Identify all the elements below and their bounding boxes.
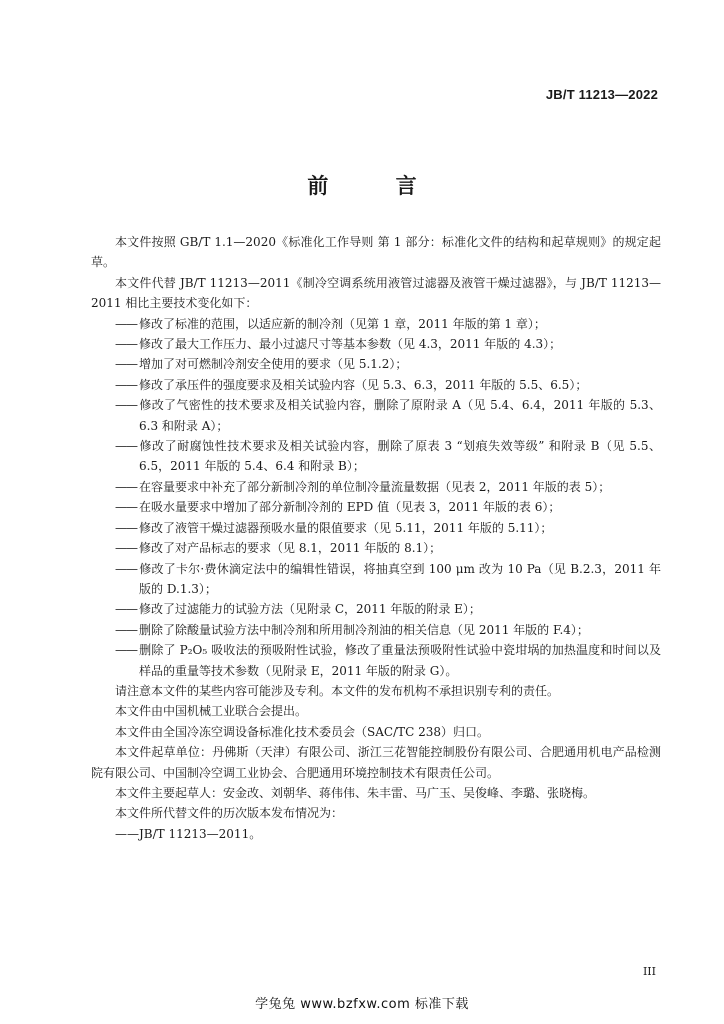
dash-marker: —— xyxy=(115,643,137,658)
change-item xyxy=(91,314,661,334)
change-item-text: 删除了 P₂O₅ 吸收法的预吸附性试验，修改了重量法预吸附性试验中瓷坩埚的加热温度和时间以及样品的重量等技术参数（见附录 E，2011 年版的附录 G）。 xyxy=(139,643,661,678)
watermark-footer: 学兔兔 www.bzfxw.com 标准下载 xyxy=(255,997,469,1012)
paragraph-patent-notice: 请注意本文件的某些内容可能涉及专利。本文件的发布机构不承担识别专利的责任。 xyxy=(115,683,560,698)
change-item xyxy=(91,620,661,640)
dash-marker: —— xyxy=(115,561,137,576)
change-item xyxy=(91,477,661,497)
page-number: III xyxy=(642,965,656,978)
change-item xyxy=(91,375,661,395)
change-item-text: 在容量要求中补充了部分新制冷剂的单位制冷量流量数据（见表 2，2011 年版的表 5）； xyxy=(139,479,611,494)
document-number-header: JB/T 11213—2022 xyxy=(545,87,658,102)
change-item xyxy=(91,559,661,600)
change-item xyxy=(91,497,661,517)
paragraph-replacement-statement: 本文件代替 JB/T 11213—2011《制冷空调系统用液管过滤器及液管干燥过滤器》，与 JB/T 11213—2011 相比主要技术变化如下： xyxy=(91,275,661,311)
change-item xyxy=(91,334,661,354)
dash-marker: —— xyxy=(115,622,137,637)
change-item xyxy=(91,436,661,477)
change-item-text: 修改了最大工作压力、最小过滤尺寸等基本参数（见 4.3，2011 年版的 4.3）； xyxy=(139,337,562,352)
change-item-text: 删除了除酸量试验方法中制冷剂和所用制冷剂油的相关信息（见 2011 年版的 F.4）； xyxy=(139,622,589,637)
change-item xyxy=(91,640,661,681)
changes-list xyxy=(91,314,661,681)
foreword-body xyxy=(91,232,661,844)
change-item-text: 修改了承压件的强度要求及相关试验内容（见 5.3、6.3，2011 年版的 5.5、6.5）； xyxy=(139,377,588,392)
change-item-text: 在吸水量要求中增加了部分新制冷剂的 EPD 值（见表 3，2011 年版的表 6）； xyxy=(139,500,561,515)
dash-marker: —— xyxy=(115,602,137,617)
dash-marker: —— xyxy=(115,377,137,392)
dash-marker: —— xyxy=(115,439,137,454)
change-item-text: 修改了过滤能力的试验方法（见附录 C，2011 年版的附录 E）； xyxy=(139,602,481,617)
paragraph-committee: 本文件由全国冷冻空调设备标准化技术委员会（SAC/TC 238）归口。 xyxy=(115,724,490,739)
change-item-text: 修改了标准的范围，以适应新的制冷剂（见第 1 章，2011 年版的第 1 章）； xyxy=(139,316,546,331)
dash-marker: —— xyxy=(115,337,137,352)
change-item-text: 修改了液管干燥过滤器预吸水量的限值要求（见 5.11，2011 年版的 5.11）； xyxy=(139,520,553,535)
change-item-text: 修改了卡尔·费休滴定法中的编辑性错误，将抽真空到 100 μm 改为 10 Pa（见 B.2.3，2011 年版的 D.1.3）； xyxy=(139,561,661,596)
previous-version-item: ——JB/T 11213—2011。 xyxy=(115,826,262,841)
paragraph-drafters: 本文件主要起草人：安金改、刘朝华、蒋伟伟、朱丰雷、马广玉、吴俊峰、李璐、张晓梅。 xyxy=(115,785,596,800)
change-item-text: 增加了对可燃制冷剂安全使用的要求（见 5.1.2）； xyxy=(139,357,408,372)
change-item-text: 修改了对产品标志的要求（见 8.1，2011 年版的 8.1）； xyxy=(139,541,442,556)
change-item-text: 修改了气密性的技术要求及相关试验内容，删除了原附录 A（见 5.4、6.4，2011 年版的 5.3、6.3 和附录 A）； xyxy=(139,398,661,433)
change-item xyxy=(91,538,661,558)
dash-marker: —— xyxy=(115,520,137,535)
paragraph-drafting-rules: 本文件按照 GB/T 1.1—2020《标准化工作导则 第 1 部分：标准化文件的结构和起草规则》的规定起草。 xyxy=(91,235,661,270)
change-item xyxy=(91,354,661,374)
page-title: 前 言 xyxy=(307,174,447,198)
dash-marker: —— xyxy=(115,479,137,494)
paragraph-proposer: 本文件由中国机械工业联合会提出。 xyxy=(115,704,308,719)
change-item xyxy=(91,518,661,538)
paragraph-version-history: 本文件所代替文件的历次版本发布情况为： xyxy=(115,806,344,821)
dash-marker: —— xyxy=(115,500,137,515)
dash-marker: —— xyxy=(115,398,137,413)
change-item xyxy=(91,599,661,619)
dash-marker: —— xyxy=(115,357,137,372)
dash-marker: —— xyxy=(115,541,137,556)
change-item xyxy=(91,395,661,436)
change-item-text: 修改了耐腐蚀性技术要求及相关试验内容，删除了原表 3 “划痕失效等级” 和附录 B（见 5.5、6.5，2011 年版的 5.4、6.4 和附录 B）； xyxy=(139,439,661,474)
paragraph-drafting-units: 本文件起草单位：丹佛斯（天津）有限公司、浙江三花智能控制股份有限公司、合肥通用机电产品检测院有限公司、中国制冷空调工业协会、合肥通用环境控制技术有限责任公司。 xyxy=(91,745,661,780)
dash-marker: —— xyxy=(115,316,137,331)
